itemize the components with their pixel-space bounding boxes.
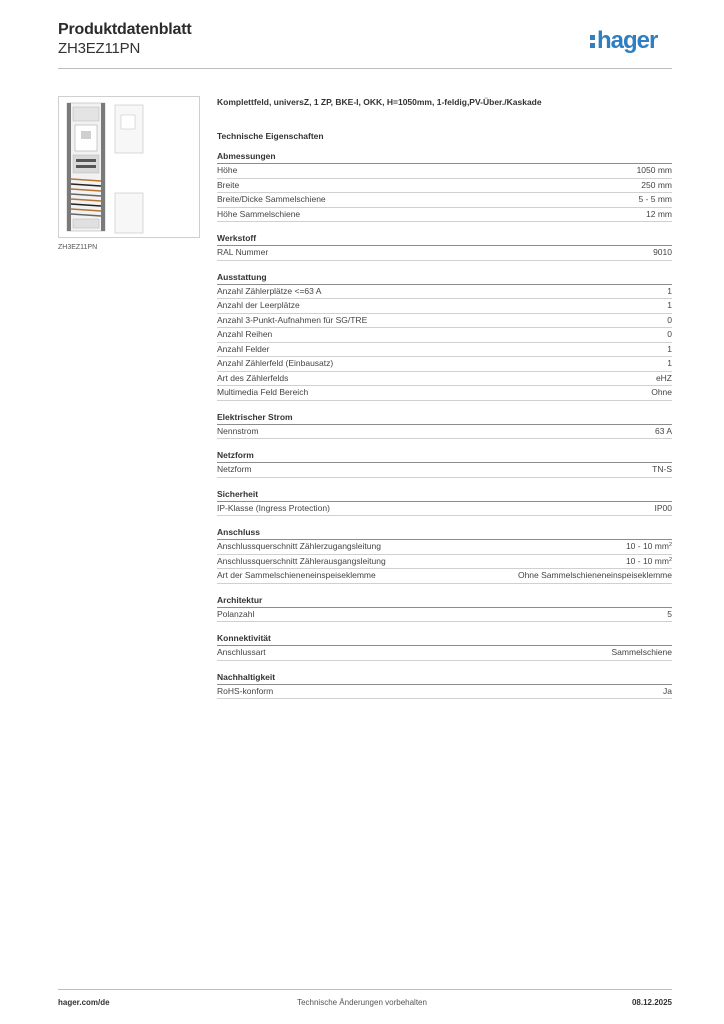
section-title: Sicherheit — [217, 488, 672, 502]
property-value-cell — [652, 463, 672, 477]
property-value: TN-S — [652, 464, 672, 474]
property-row — [217, 463, 672, 478]
product-image-frame — [58, 96, 200, 238]
property-value: 0 — [667, 329, 672, 339]
property-value: 10 - 10 mm — [625, 541, 669, 551]
property-label: RAL Nummer — [217, 247, 269, 257]
footer-date: 08.12.2025 — [631, 998, 672, 1007]
property-label: Breite — [217, 179, 240, 190]
section-title: Architektur — [217, 594, 672, 608]
technical-properties-heading: Technische Eigenschaften — [217, 131, 324, 141]
property-section — [217, 526, 672, 584]
property-label: Anzahl Zählerplätze <=63 A — [217, 285, 322, 296]
property-row — [217, 646, 672, 661]
property-row — [217, 314, 672, 329]
property-value-cell — [655, 502, 673, 516]
property-value: 250 mm — [641, 179, 672, 190]
property-value-cell — [626, 540, 672, 554]
logo-text: hager — [597, 27, 658, 54]
property-label: Nennstrom — [217, 425, 259, 436]
property-label: Multimedia Feld Bereich — [217, 387, 309, 397]
property-row — [217, 386, 672, 401]
section-title: Elektrischer Strom — [217, 411, 672, 425]
header-divider — [58, 68, 672, 69]
product-image-caption: ZH3EZ11PN — [58, 244, 98, 251]
property-label: Anzahl Felder — [217, 343, 270, 354]
property-value-cell — [638, 193, 672, 207]
property-label: Polanzahl — [217, 608, 255, 619]
property-label: Anschlussquerschnitt Zählerzugangsleitung — [217, 541, 381, 551]
property-value-cell — [667, 328, 672, 342]
property-value: eHZ — [655, 372, 672, 383]
property-label: Höhe — [217, 165, 238, 175]
property-value-cell — [646, 208, 672, 222]
property-value-cell — [667, 343, 672, 357]
section-title: Konnektivität — [217, 632, 672, 646]
property-label: Anzahl Zählerfeld (Einbausatz) — [217, 358, 334, 368]
property-label: Netzform — [217, 464, 252, 474]
property-row — [217, 208, 672, 223]
footer-website[interactable]: hager.com/de — [58, 998, 110, 1007]
property-label: Anschlussart — [217, 647, 266, 657]
property-value-cell — [626, 555, 672, 569]
property-value-cell — [612, 646, 672, 660]
property-label: Anschlussquerschnitt Zählerausgangsleitung — [217, 555, 386, 566]
property-section — [217, 594, 672, 623]
property-row — [217, 299, 672, 314]
property-row — [217, 540, 672, 555]
property-row — [217, 246, 672, 261]
property-value-cell — [656, 372, 672, 386]
property-value-cell — [655, 425, 672, 439]
property-section — [217, 488, 672, 517]
property-row — [217, 425, 672, 440]
property-value-cell — [667, 314, 672, 328]
property-value: 9010 — [653, 247, 672, 257]
property-value: IP00 — [654, 502, 672, 513]
section-title: Abmessungen — [217, 150, 672, 164]
property-value-cell — [651, 386, 672, 400]
unit-superscript: 2 — [668, 556, 672, 563]
property-row — [217, 285, 672, 300]
property-value: 0 — [667, 314, 672, 325]
property-value-cell — [667, 357, 672, 371]
section-title: Werkstoff — [217, 232, 672, 246]
property-value: 1 — [667, 343, 672, 354]
section-title: Netzform — [217, 449, 672, 463]
product-description: Komplettfeld, universZ, 1 ZP, BKE-I, OKK, H=1050mm, 1-feldig,PV-Über./Kaskade — [217, 97, 542, 107]
product-details — [217, 96, 672, 699]
property-row — [217, 372, 672, 387]
property-value-cell — [641, 179, 672, 193]
property-label: RoHS-konform — [217, 685, 274, 696]
property-label: Anzahl der Leerplätze — [217, 300, 300, 310]
property-value-cell — [663, 685, 672, 699]
property-value-cell — [653, 246, 672, 260]
footer-divider — [58, 989, 672, 990]
property-value: 1050 mm — [636, 165, 672, 175]
document-title: Produktdatenblatt — [58, 21, 192, 38]
property-section — [217, 671, 672, 700]
property-label: Breite/Dicke Sammelschiene — [217, 194, 326, 204]
property-value: 10 - 10 mm — [625, 555, 669, 566]
property-row — [217, 608, 672, 623]
property-section — [217, 632, 672, 661]
property-section — [217, 232, 672, 261]
property-value-cell — [637, 164, 672, 178]
property-section — [217, 449, 672, 478]
property-label: Anzahl Reihen — [217, 329, 273, 339]
property-value: 1 — [667, 358, 672, 368]
footer-notice: Technische Änderungen vorbehalten — [297, 998, 427, 1007]
property-value: 12 mm — [646, 208, 672, 219]
property-section — [217, 150, 672, 222]
property-section — [217, 271, 672, 401]
property-label: Art der Sammelschieneneinspeiseklemme — [217, 570, 376, 580]
property-row — [217, 502, 672, 517]
property-row — [217, 328, 672, 343]
property-value: 5 — [667, 608, 672, 619]
property-value: Sammelschiene — [611, 647, 672, 657]
section-title: Anschluss — [217, 526, 672, 540]
property-section — [217, 411, 672, 440]
section-title: Nachhaltigkeit — [217, 671, 672, 685]
section-title: Ausstattung — [217, 271, 672, 285]
property-row — [217, 343, 672, 358]
property-value: 63 A — [654, 425, 672, 436]
property-value: 1 — [667, 300, 672, 310]
property-row — [217, 555, 672, 570]
property-row — [217, 179, 672, 194]
unit-superscript: 2 — [668, 542, 672, 548]
property-value-cell — [518, 569, 672, 583]
property-row — [217, 569, 672, 584]
property-row — [217, 357, 672, 372]
logo-colon-mark — [590, 30, 595, 49]
property-value: Ja — [663, 685, 672, 696]
property-label: IP-Klasse (Ingress Protection) — [217, 502, 330, 513]
property-row — [217, 193, 672, 208]
properties-list — [217, 150, 672, 699]
property-label: Anzahl 3-Punkt-Aufnahmen für SG/TRE — [217, 314, 368, 325]
property-label: Höhe Sammelschiene — [217, 208, 301, 219]
property-row — [217, 685, 672, 700]
product-image — [59, 97, 199, 237]
property-value: 5 - 5 mm — [638, 194, 672, 204]
property-value-cell — [667, 608, 672, 622]
property-value: Ohne Sammelschieneneinspeiseklemme — [517, 570, 672, 580]
property-value: 1 — [667, 285, 672, 296]
property-value: Ohne — [651, 387, 672, 397]
property-row — [217, 164, 672, 179]
product-code: ZH3EZ11PN — [58, 40, 141, 57]
property-label: Art des Zählerfelds — [217, 372, 289, 383]
property-value-cell — [667, 299, 672, 313]
property-value-cell — [667, 285, 672, 299]
hager-logo — [590, 27, 657, 57]
